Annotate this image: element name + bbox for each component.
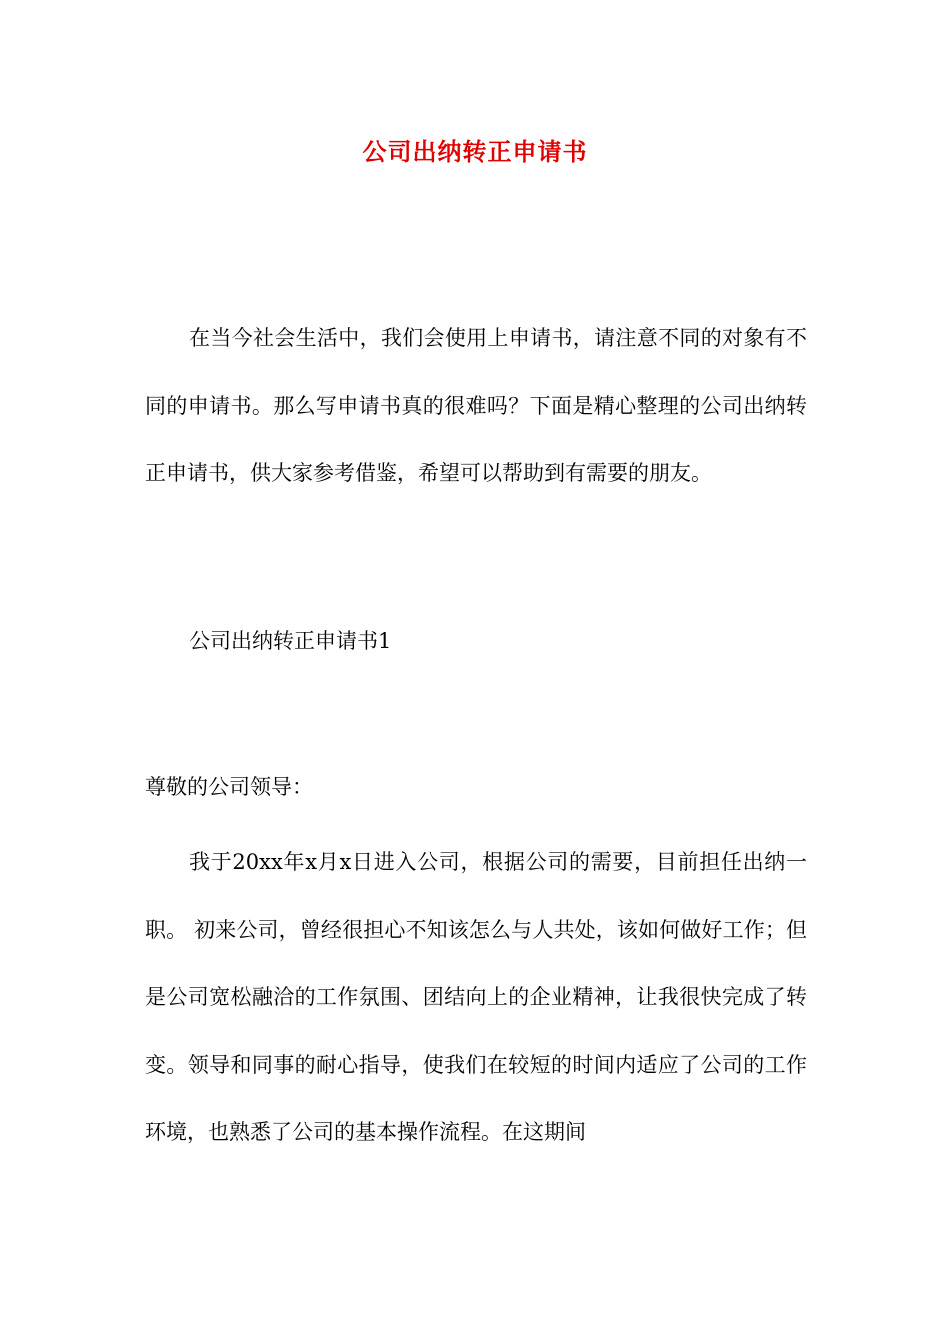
body-paragraph: 我于20xx年x月x日进入公司，根据公司的需要，目前担任出纳一职。 初来公司，曾经很担心不知该怎么与人共处，该如何做好工作；但是公司宽松融洽的工作氛围、团结向上的企业精神，让我很快完成了转变。领导和同事的耐心指导，使我们在较短的时间内适应了公司的工作环境，也熟悉了公司的基本操作流程。在这期间 [145,850,807,1144]
salutation: 尊敬的公司领导： [145,775,313,799]
intro-paragraph: 在当今社会生活中，我们会使用上申请书，请注意不同的对象有不同的申请书。那么写申请书真的很难吗？下面是精心整理的公司出纳转正申请书，供大家参考借鉴，希望可以帮助到有需要的朋友。 [145,326,807,485]
section-heading: 公司出纳转正申请书1 [189,629,392,653]
document-title: 公司出纳转正申请书 [362,138,588,166]
